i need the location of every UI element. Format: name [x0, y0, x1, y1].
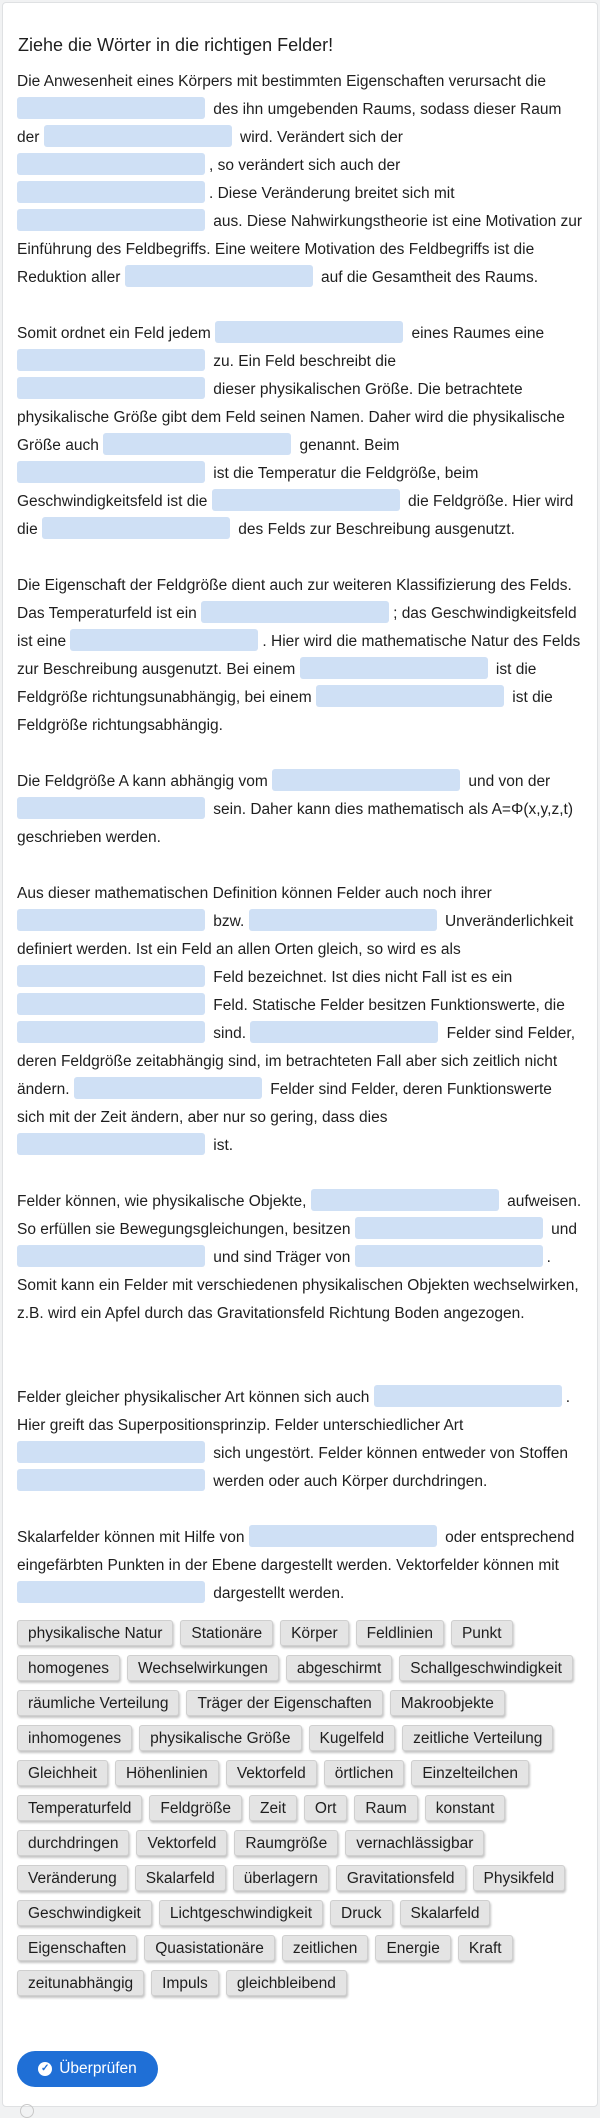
word-chip[interactable]: Ort: [304, 1795, 348, 1821]
word-chip[interactable]: zeitliche Verteilung: [402, 1725, 553, 1751]
check-button[interactable]: [17, 2051, 158, 2087]
paragraph-text: dargestellt werden.: [209, 1585, 345, 1602]
word-chip[interactable]: Druck: [330, 1900, 392, 1926]
word-bank: [17, 1620, 587, 2005]
word-chip[interactable]: Vektorfeld: [226, 1760, 317, 1786]
word-chip[interactable]: Höhenlinien: [115, 1760, 219, 1786]
paragraph-6: [17, 1188, 583, 1328]
paragraph-8: [17, 1524, 583, 1608]
paragraph-text: des Felds zur Beschreibung ausgenutzt.: [234, 521, 515, 538]
word-chip[interactable]: zeitlichen: [282, 1935, 369, 1961]
drop-gap[interactable]: [355, 1245, 543, 1267]
exercise-title: Ziehe die Wörter in die richtigen Felder!: [18, 35, 334, 55]
word-chip[interactable]: durchdringen: [17, 1830, 129, 1856]
paragraph-text: Felder sind Felder, deren Feldgröße zeitabhängig sind, im betrachteten Fall aber sich zeitlich nicht ändern.: [17, 1025, 576, 1098]
drop-gap[interactable]: [311, 1189, 499, 1211]
drop-gap[interactable]: [103, 433, 291, 455]
word-chip[interactable]: gleichbleibend: [226, 1970, 347, 1996]
drop-gap[interactable]: [17, 797, 205, 819]
word-chip[interactable]: homogenes: [17, 1655, 120, 1681]
word-chip[interactable]: Feldgröße: [149, 1795, 242, 1821]
word-chip[interactable]: abgeschirmt: [286, 1655, 392, 1681]
word-chip[interactable]: Kugelfeld: [309, 1725, 396, 1751]
paragraph-text: Felder sind Felder, deren Funktionswerte sich mit der Zeit ändern, aber nur so gering, dass dies: [17, 1081, 552, 1126]
paragraph-2: [17, 320, 583, 544]
drop-gap[interactable]: [42, 517, 230, 539]
paragraph-7: [17, 1384, 583, 1496]
word-chip[interactable]: Energie: [375, 1935, 450, 1961]
paragraph-text: Die Eigenschaft der Feldgröße dient auch zur weiteren Klassifizierung des Felds. Das Temperaturfeld ist ein: [17, 577, 572, 622]
paragraph-text: . Hier greift das Superpositionsprinzip. Felder unterschiedlicher Art: [17, 1389, 570, 1434]
word-chip[interactable]: zeitunabhängig: [17, 1970, 144, 1996]
drop-gap[interactable]: [355, 1217, 543, 1239]
paragraph-text: werden oder auch Körper durchdringen.: [209, 1473, 488, 1490]
word-chip[interactable]: Raum: [354, 1795, 417, 1821]
paragraph-text: ; das Geschwindigkeitsfeld ist eine: [17, 605, 577, 650]
word-chip[interactable]: Geschwindigkeit: [17, 1900, 152, 1926]
paragraph-text: Die Feldgröße A kann abhängig vom: [17, 773, 273, 790]
word-chip[interactable]: Körper: [280, 1620, 349, 1646]
paragraph-text: genannt. Beim: [295, 437, 400, 454]
circle-icon: [20, 2104, 34, 2118]
drop-gap[interactable]: [17, 1021, 205, 1043]
paragraph-text: Feld bezeichnet. Ist dies nicht Fall ist es ein: [209, 969, 513, 986]
word-chip[interactable]: Lichtgeschwindigkeit: [159, 1900, 323, 1926]
paragraph-text: Aus dieser mathematischen Definition können Felder auch noch ihrer: [17, 885, 492, 902]
paragraph-text: Felder gleicher physikalischer Art können sich auch: [17, 1389, 374, 1406]
paragraph-text: . Diese Veränderung breitet sich mit: [209, 185, 455, 202]
paragraph-text: ist die Feldgröße richtungsabhängig.: [17, 689, 553, 734]
paragraph-text: ist die Temperatur die Feldgröße, beim Geschwindigkeitsfeld ist die: [17, 465, 479, 510]
word-chip[interactable]: Stationäre: [180, 1620, 273, 1646]
word-chip[interactable]: Kraft: [458, 1935, 513, 1961]
paragraph-text: und: [546, 1221, 577, 1238]
drop-gap[interactable]: [17, 1441, 205, 1463]
paragraph-1: [17, 68, 583, 292]
word-chip[interactable]: Skalarfeld: [135, 1865, 226, 1891]
drop-gap[interactable]: [250, 1021, 438, 1043]
word-chip[interactable]: Wechselwirkungen: [127, 1655, 279, 1681]
paragraph-text: und sind Träger von: [209, 1249, 355, 1266]
paragraph-4: [17, 768, 583, 852]
drop-gap[interactable]: [17, 1245, 205, 1267]
word-chip[interactable]: Eigenschaften: [17, 1935, 137, 1961]
drop-gap[interactable]: [212, 489, 400, 511]
word-chip[interactable]: Skalarfeld: [400, 1900, 491, 1926]
drop-gap[interactable]: [316, 685, 504, 707]
paragraph-text: aufweisen. So erfüllen sie Bewegungsgleichungen, besitzen: [17, 1193, 582, 1238]
paragraph-text: oder entsprechend eingefärbten Punkten in der Ebene dargestellt werden. Vektorfelder können mit: [17, 1529, 575, 1574]
paragraph-text: Somit ordnet ein Feld jedem: [17, 325, 216, 342]
paragraph-text: sich ungestört. Felder können entweder von Stoffen: [209, 1445, 569, 1462]
drop-gap[interactable]: [17, 461, 205, 483]
drop-gap[interactable]: [201, 601, 389, 623]
word-chip[interactable]: Temperaturfeld: [17, 1795, 142, 1821]
word-chip[interactable]: Schallgeschwindigkeit: [399, 1655, 573, 1681]
word-chip[interactable]: Einzelteilchen: [411, 1760, 529, 1786]
drop-gap[interactable]: [17, 349, 205, 371]
drop-gap[interactable]: [125, 265, 313, 287]
check-button-label: Überprüfen: [59, 2060, 137, 2077]
word-chip[interactable]: vernachlässigbar: [345, 1830, 484, 1856]
drop-gap[interactable]: [44, 125, 232, 147]
drop-gap[interactable]: [17, 965, 205, 987]
paragraph-text: . Hier wird die mathematische Natur des Felds zur Beschreibung ausgenutzt. Bei einem: [17, 633, 581, 678]
drop-gap[interactable]: [74, 1077, 262, 1099]
paragraph-text: sein. Daher kann dies mathematisch als A=Φ(x,y,z,t) geschrieben werden.: [17, 801, 573, 846]
paragraph-text: ist.: [209, 1137, 234, 1154]
drop-gap[interactable]: [17, 1133, 205, 1155]
drop-gap[interactable]: [17, 97, 205, 119]
drop-gap[interactable]: [374, 1385, 562, 1407]
word-chip[interactable]: Quasistationäre: [144, 1935, 275, 1961]
drop-gap[interactable]: [17, 1581, 205, 1603]
drop-gap[interactable]: [17, 377, 205, 399]
paragraph-text: . Somit kann ein Felder mit verschiedenen physikalischen Objekten wechselwirken, z.B. wird ein Apfel durch das Gravitationsfeld Richtung Boden angezogen.: [17, 1249, 579, 1322]
word-chip[interactable]: Makroobjekte: [390, 1690, 505, 1716]
drop-gap[interactable]: [249, 909, 437, 931]
paragraph-text: Felder können, wie physikalische Objekte,: [17, 1193, 311, 1210]
word-chip[interactable]: Feldlinien: [356, 1620, 444, 1646]
paragraph-text: Die Anwesenheit eines Körpers mit bestimmten Eigenschaften verursacht die: [17, 73, 546, 90]
word-chip[interactable]: physikalische Größe: [139, 1725, 301, 1751]
drop-gap[interactable]: [300, 657, 488, 679]
drop-gap[interactable]: [249, 1525, 437, 1547]
paragraph-text: Skalarfelder können mit Hilfe von: [17, 1529, 249, 1546]
paragraph-text: dieser physikalischen Größe. Die betrachtete physikalische Größe gibt dem Feld seinen Namen. Daher wird die physikalische Größe auch: [17, 381, 565, 454]
drop-gap[interactable]: [17, 181, 205, 203]
drop-gap[interactable]: [17, 153, 205, 175]
paragraph-text: die Feldgröße. Hier wird die: [17, 493, 574, 538]
word-chip[interactable]: Punkt: [451, 1620, 513, 1646]
word-chip[interactable]: Raumgröße: [234, 1830, 338, 1856]
word-chip[interactable]: überlagern: [233, 1865, 329, 1891]
paragraph-text: , so verändert sich auch der: [209, 157, 401, 174]
word-chip[interactable]: physikalische Natur: [17, 1620, 173, 1646]
drop-gap[interactable]: [17, 1469, 205, 1491]
paragraph-5: [17, 880, 583, 1160]
paragraph-3: [17, 572, 583, 740]
word-chip[interactable]: Impuls: [151, 1970, 219, 1996]
drop-gap[interactable]: [17, 993, 205, 1015]
paragraph-text: ist die Feldgröße richtungsunabhängig, bei einem: [17, 661, 537, 706]
paragraph-text: auf die Gesamtheit des Raums.: [316, 269, 539, 286]
word-chip[interactable]: Zeit: [249, 1795, 297, 1821]
word-chip[interactable]: Träger der Eigenschaften: [186, 1690, 382, 1716]
word-chip[interactable]: Gleichheit: [17, 1760, 108, 1786]
word-chip[interactable]: örtlichen: [324, 1760, 405, 1786]
word-chip[interactable]: Vektorfeld: [136, 1830, 227, 1856]
paragraph-text: wird. Verändert sich der: [235, 129, 403, 146]
drop-gap[interactable]: [70, 629, 258, 651]
paragraph-text: aus. Diese Nahwirkungstheorie ist eine Motivation zur Einführung des Feldbegriffs. Eine weitere Motivation des Feldbegriffs ist die Reduktion aller: [17, 213, 583, 286]
word-chip[interactable]: Physikfeld: [473, 1865, 566, 1891]
paragraph-text: bzw.: [209, 913, 249, 930]
word-chip[interactable]: Veränderung: [17, 1865, 128, 1891]
paragraph-text: Unveränderlichkeit definiert werden. Ist ein Feld an allen Orten gleich, so wird es als: [17, 913, 574, 958]
paragraph-text: sind.: [209, 1025, 251, 1042]
paragraph-text: zu. Ein Feld beschreibt die: [209, 353, 396, 370]
paragraph-text: des ihn umgebenden Raums, sodass dieser Raum der: [17, 101, 562, 146]
drop-gap[interactable]: [272, 769, 460, 791]
word-chip[interactable]: räumliche Verteilung: [17, 1690, 179, 1716]
check-circle-icon: ✓: [38, 2062, 52, 2076]
drop-gap[interactable]: [17, 209, 205, 231]
word-chip[interactable]: Gravitationsfeld: [336, 1865, 466, 1891]
drop-gap[interactable]: [17, 909, 205, 931]
word-chip[interactable]: inhomogenes: [17, 1725, 132, 1751]
drop-gap[interactable]: [215, 321, 403, 343]
paragraph-text: und von der: [464, 773, 551, 790]
word-chip[interactable]: konstant: [425, 1795, 506, 1821]
paragraph-text: Feld. Statische Felder besitzen Funktionswerte, die: [209, 997, 565, 1014]
paragraph-text: eines Raumes eine: [407, 325, 545, 342]
